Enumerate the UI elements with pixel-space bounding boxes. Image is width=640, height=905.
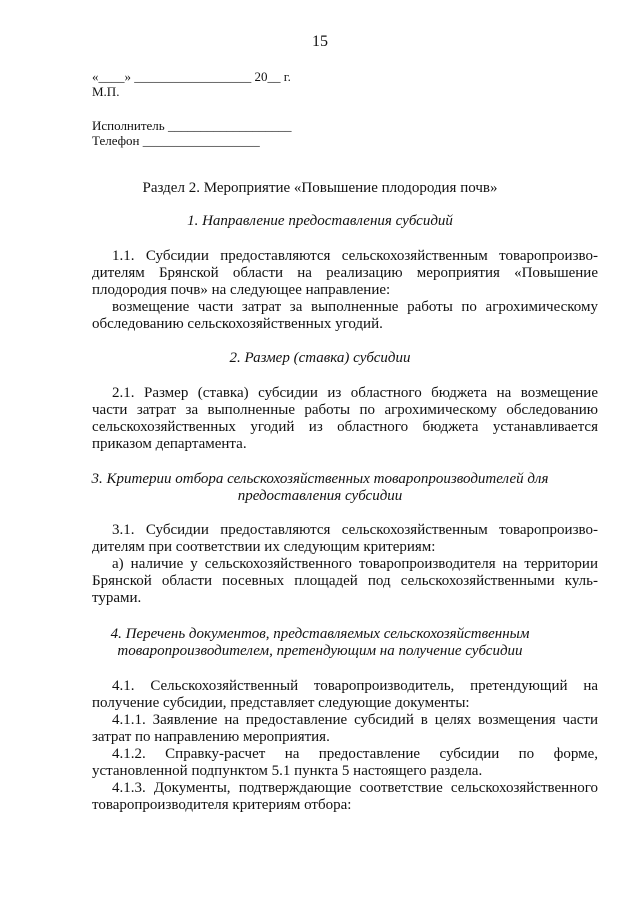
- s1-p2-line: обследованию сельскохозяйственных угодий.: [92, 316, 383, 332]
- s3-p2-line: турами.: [92, 590, 142, 606]
- section-title: Раздел 2. Мероприятие «Повышение плодородия почв»: [142, 180, 498, 196]
- s4-p2-line: затрат по направлению мероприятия.: [92, 729, 330, 745]
- s4-p3-line: 4.1.2. Справку-расчет на предоставление субсидии по форме,: [112, 746, 598, 762]
- page-number: 15: [312, 33, 328, 50]
- heading-4-line: 4. Перечень документов, представляемых сельскохозяйственным: [110, 626, 530, 642]
- heading-3-line: предоставления субсидии: [237, 488, 403, 504]
- s4-p1-line: 4.1. Сельскохозяйственный товаропроизводитель, претендующий на: [112, 678, 598, 694]
- heading-1: 1. Направление предоставления субсидий: [187, 213, 453, 229]
- s4-p2-line: 4.1.1. Заявление на предоставление субсидий в целях возмещения части: [112, 712, 598, 728]
- s3-p1-line: 3.1. Субсидии предоставляются сельскохозяйственным товаропроизво-: [112, 522, 598, 538]
- date-line: «____» __________________ 20__ г.: [92, 69, 291, 84]
- s4-p4-line: 4.1.3. Документы, подтверждающие соответствие сельскохозяйственного: [112, 780, 598, 796]
- heading-4-line: товаропроизводителем, претендующим на получение субсидии: [117, 643, 523, 659]
- s2-p1-line: приказом департамента.: [92, 436, 247, 452]
- s2-p1-line: 2.1. Размер (ставка) субсидии из областного бюджета на возмещение: [112, 385, 598, 401]
- s2-p1-line: сельскохозяйственных угодий из областного бюджета устанавливается: [92, 419, 598, 435]
- s3-p2-line: Брянской области посевных площадей под сельскохозяйственными куль-: [92, 573, 598, 589]
- stamp-label: М.П.: [92, 84, 120, 99]
- s3-p2-line: а) наличие у сельскохозяйственного товаропроизводителя на территории: [112, 556, 598, 572]
- heading-3-line: 3. Критерии отбора сельскохозяйственных товаропроизводителей для: [91, 471, 549, 487]
- heading-2: 2. Размер (ставка) субсидии: [229, 350, 411, 366]
- s1-p2-line: возмещение части затрат за выполненные работы по агрохимическому: [112, 299, 598, 315]
- s4-p3-line: установленной подпунктом 5.1 пункта 5 настоящего раздела.: [92, 763, 483, 779]
- s3-p1-line: дителям при соответствии их следующим критериям:: [92, 539, 436, 555]
- s1-p1-line: дителям Брянской области на реализацию мероприятия «Повышение: [92, 265, 598, 281]
- s1-p1-line: 1.1. Субсидии предоставляются сельскохозяйственным товаропроизво-: [112, 248, 598, 264]
- phone-line: Телефон __________________: [92, 133, 260, 148]
- s4-p1-line: получение субсидии, представляет следующие документы:: [92, 695, 470, 711]
- s2-p1-line: части затрат за выполненные работы по агрохимическому обследованию: [92, 402, 598, 418]
- s1-p1-line: плодородия почв» на следующее направление:: [92, 282, 391, 298]
- executor-line: Исполнитель ___________________: [92, 118, 292, 133]
- s4-p4-line: товаропроизводителя критериям отбора:: [92, 797, 352, 813]
